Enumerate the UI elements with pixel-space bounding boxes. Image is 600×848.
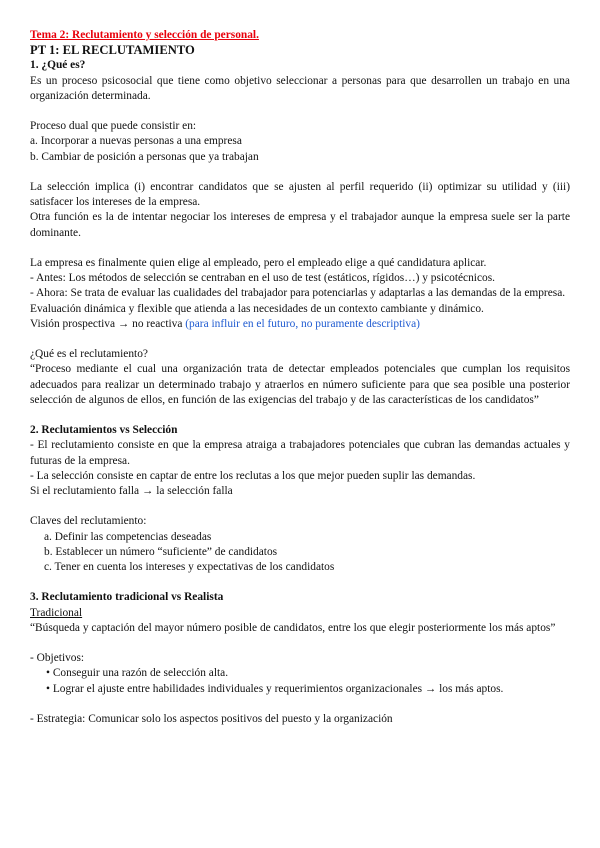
before-paragraph: - Antes: Los métodos de selección se centraban en el uso de test (estáticos, rígidos…) y psicotécnicos. [30, 272, 495, 285]
section-1-title: 1. ¿Qué es? [30, 59, 86, 72]
objective-item-1: • Conseguir una razón de selección alta. [46, 667, 229, 680]
recruitment-paragraph: - El reclutamiento consiste en que la empresa atraiga a trabajadores potenciales que cubran las demandas actuales y futuras de la empresa. [30, 439, 570, 467]
section-2-title: 2. Reclutamientos vs Selección [30, 424, 178, 437]
evaluation-paragraph: Evaluación dinámica y flexible que atienda a las necesidades de un contexto cambiante y dinámico. [30, 302, 484, 315]
vision-line [30, 317, 570, 332]
recruitment-fails-line: Si el reclutamiento falla → la selección falla [30, 485, 233, 498]
dual-item-a: a. Incorporar a nuevas personas a una empresa [30, 135, 242, 148]
key-item-a: a. Definir las competencias deseadas [44, 530, 212, 543]
definition-paragraph: Es un proceso psicosocial que tiene como objetivo seleccionar a personas para que desarrollen un trabajo en una organización determinada. [30, 74, 570, 102]
vision-text: Visión prospectiva → no reactiva [30, 317, 186, 330]
key-item-c: c. Tener en cuenta los intereses y expectativas de los candidatos [44, 561, 335, 574]
key-item-b: b. Establecer un número “suficiente” de candidatos [44, 545, 278, 558]
selection-definition-paragraph: - La selección consiste en captar de entre los reclutas a los que mejor pueden suplir las demandas. [30, 469, 476, 482]
objectives-label: - Objetivos: [30, 652, 85, 665]
strategy-line: - Estrategia: Comunicar solo los aspectos positivos del puesto y la organización [30, 713, 393, 725]
section-3-title: 3. Reclutamiento tradicional vs Realista [30, 591, 224, 604]
now-paragraph: - Ahora: Se trata de evaluar las cualidades del trabajador para potenciarlas y adaptarlas a las demandas de la empresa. [30, 287, 566, 300]
part-title: PT 1: EL RECLUTAMIENTO [30, 43, 195, 58]
recruitment-definition-quote: “Proceso mediante el cual una organización trata de detectar empleados potenciales que cumplan los requisitos adecuados para realizar un determinado trabajo y atraerlos en número suficiente para que sea posible una posterior selección de algunos de ellos, en función de las exigencias del trabajo y de las características de los candidatos” [30, 363, 570, 406]
company-chooses-paragraph: La empresa es finalmente quien elige al empleado, pero el empleado elige a qué candidatura aplicar. [30, 257, 487, 269]
other-function-paragraph: Otra función es la de intentar negociar los intereses de empresa y el trabajador aunque la empresa suele ser la parte dominante. [30, 211, 570, 239]
keys-intro: Claves del reclutamiento: [30, 515, 147, 528]
dual-item-b: b. Cambiar de posición a personas que ya trabajan [30, 150, 259, 163]
traditional-heading: Tradicional [30, 606, 83, 619]
dual-intro: Proceso dual que puede consistir en: [30, 120, 197, 133]
selection-paragraph: La selección implica (i) encontrar candidatos que se ajusten al perfil requerido (ii) optimizar su utilidad y (iii) satisfacer los intereses de la empresa. [30, 181, 570, 209]
objective-item-2: • Lograr el ajuste entre habilidades individuales y requerimientos organizacionales → los más aptos. [46, 682, 504, 695]
vision-note: (para influir en el futuro, no puramente descriptiva) [185, 317, 420, 330]
topic-title: Tema 2: Reclutamiento y selección de personal. [30, 29, 259, 41]
traditional-quote: “Búsqueda y captación del mayor número posible de candidatos, entre los que elegir posteriormente los más aptos” [30, 621, 556, 634]
what-is-recruitment-question: ¿Qué es el reclutamiento? [30, 348, 148, 361]
